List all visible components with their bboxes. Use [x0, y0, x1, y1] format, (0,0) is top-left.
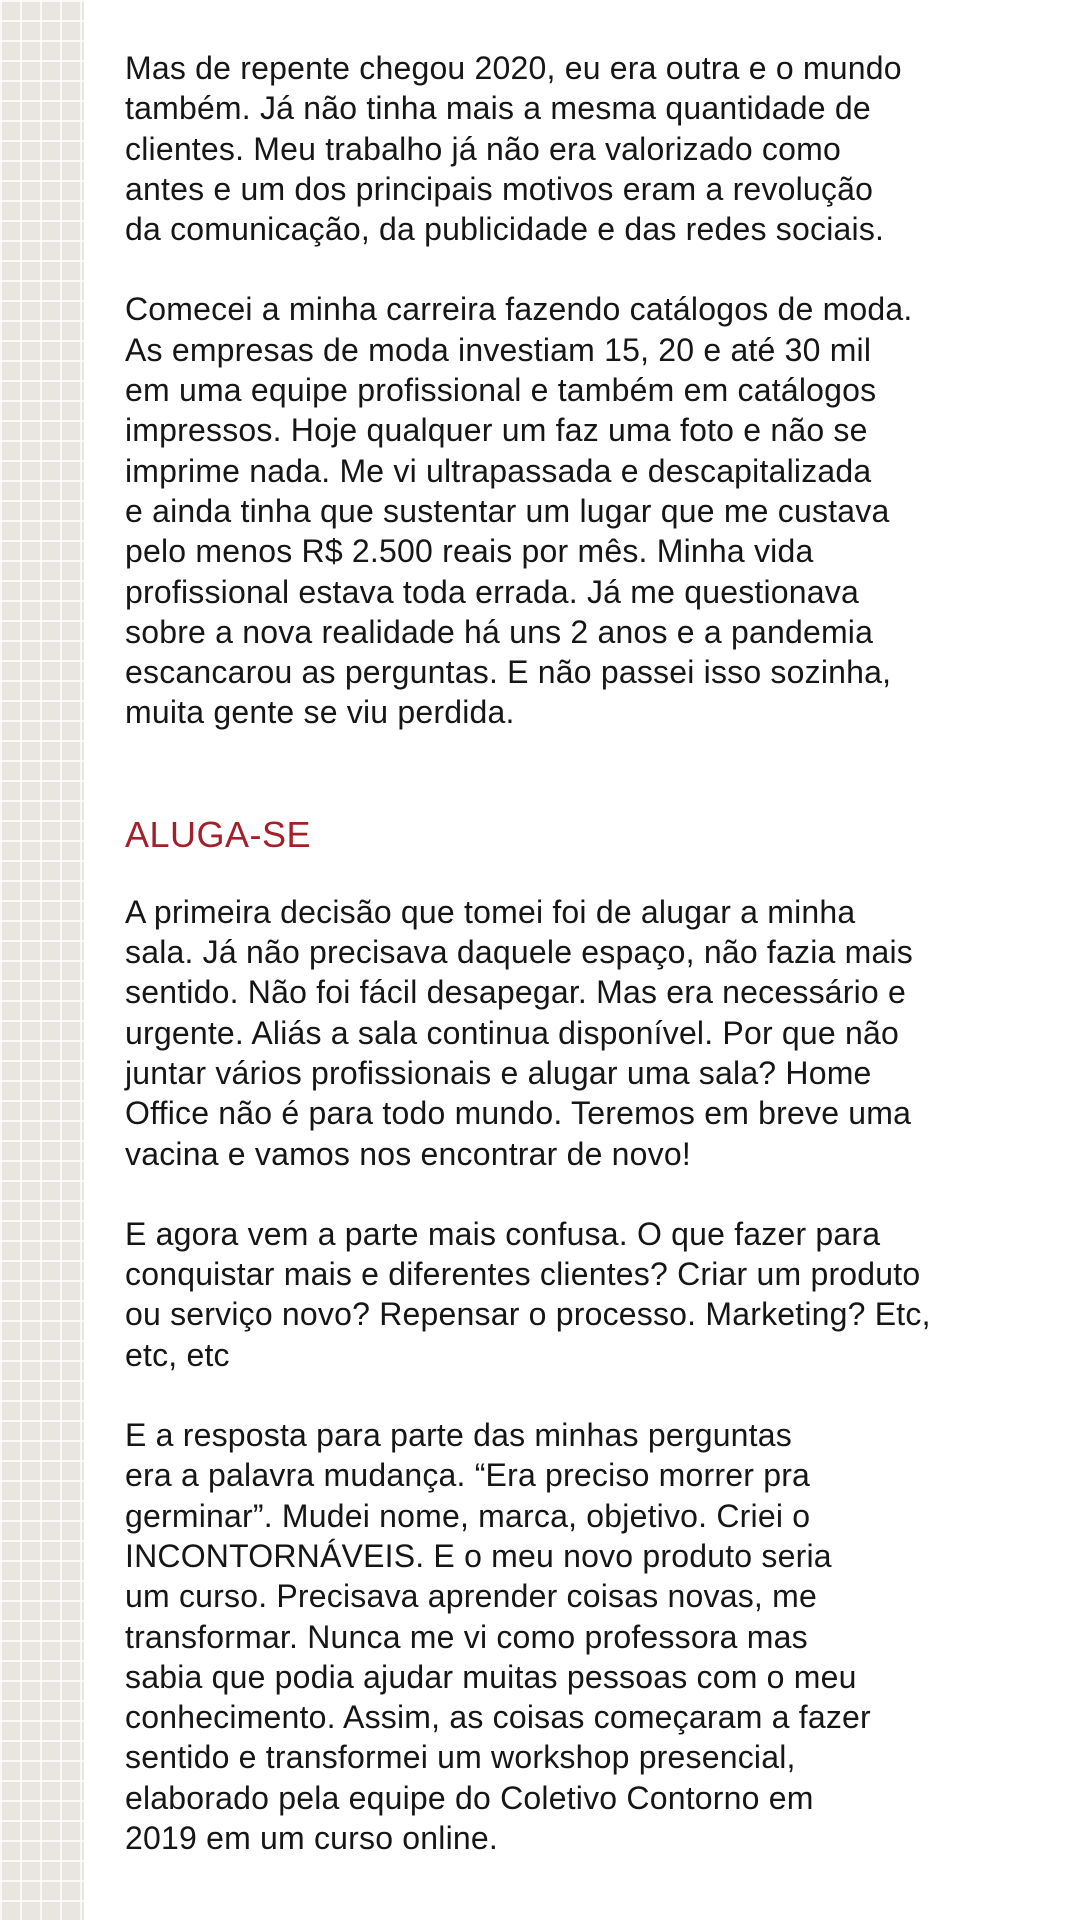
paragraph-rent-room: A primeira decisão que tomei foi de alugar a minha sala. Já não precisava daquele espaço, não fazia mais sentido. Não foi fácil desapegar. Mas era necessário e urgente. Aliás a sala continua disponível. Por que não juntar vários profissionais e alugar uma sala? Home Office não é para todo mundo. Teremos em breve uma vacina e vamos nos encontrar de novo!: [125, 893, 913, 1172]
paragraph-2020-change: Mas de repente chegou 2020, eu era outra e o mundo também. Já não tinha mais a mesma quantidade de clientes. Meu trabalho já não era valorizado como antes e um dos principais motivos eram a revolução da comunicação, da publicidade e das redes sociais.: [125, 50, 902, 248]
paragraph-change-answer: E a resposta para parte das minhas perguntas era a palavra mudança. “Era preciso morrer pra germinar”. Mudei nome, marca, objetivo. Criei o INCONTORNÁVEIS. E o meu novo produto seria um curso. Precisava aprender coisas novas, me transformar. Nunca me vi como professora mas sabia que podia ajudar muitas pessoas com o meu conhecimento. Assim, as coisas começaram a fazer sentido e transformei um workshop presencial, elaborado pela equipe do Coletivo Contorno em 2019 em um curso online.: [125, 1417, 871, 1856]
paragraph-career-catalogs: Comecei a minha carreira fazendo catálogos de moda. As empresas de moda investiam 15, 20 e até 30 mil em uma equipe profissional e também em catálogos impressos. Hoje qualquer um faz uma foto e não se imprime nada. Me vi ultrapassada e descapitalizada e ainda tinha que sustentar um lugar que me custava pelo menos R$ 2.500 reais por mês. Minha vida profissional estava toda errada. Já me questionava sobre a nova realidade há uns 2 anos e a pandemia escancarou as perguntas. E não passei isso sozinha, muita gente se viu perdida.: [125, 291, 913, 731]
paragraph-confusing-part: E agora vem a parte mais confusa. O que fazer para conquistar mais e diferentes clientes? Criar um produto ou serviço novo? Repensar o processo. Marketing? Etc, etc, etc: [125, 1215, 931, 1373]
article-body: [125, 48, 1030, 1858]
section-heading: ALUGA-SE: [125, 813, 312, 855]
decorative-grid-strip: [0, 0, 84, 1920]
